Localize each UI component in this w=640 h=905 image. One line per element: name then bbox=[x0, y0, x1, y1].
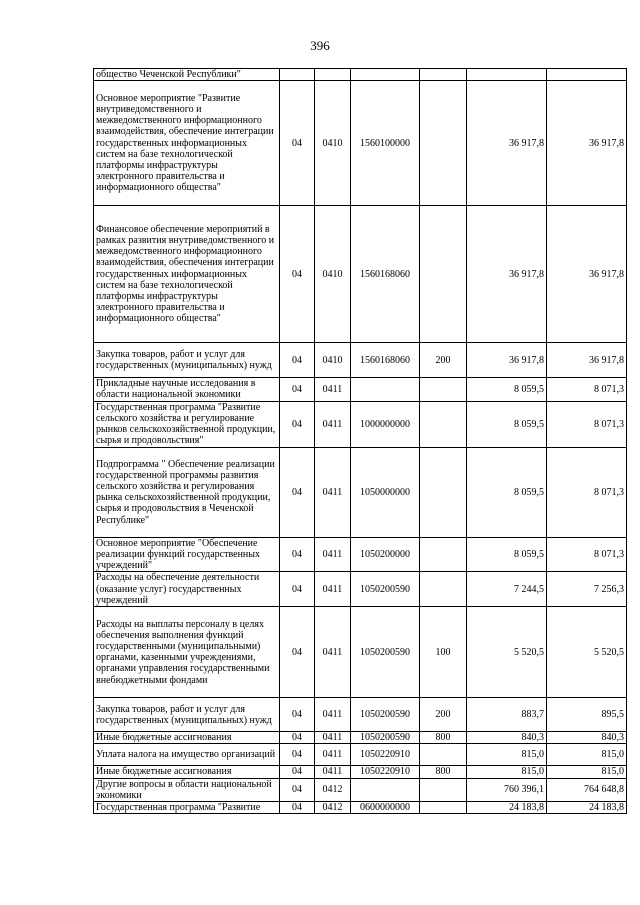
row-section-cell: 04 bbox=[280, 778, 315, 801]
row-subsection-cell: 0412 bbox=[315, 802, 351, 814]
row-expense-type-cell bbox=[420, 206, 467, 343]
page-number: 396 bbox=[310, 38, 330, 53]
row-amount-2-cell: 8 071,3 bbox=[547, 447, 627, 537]
row-amount-2-cell: 895,5 bbox=[547, 698, 627, 732]
row-amount-2-cell: 36 917,8 bbox=[547, 81, 627, 206]
row-name-cell: общество Чеченской Республики" bbox=[94, 69, 280, 81]
row-name-cell: Иные бюджетные ассигнования bbox=[94, 732, 280, 744]
row-amount-1-cell: 840,3 bbox=[467, 732, 547, 744]
table-row bbox=[94, 732, 627, 744]
row-name-cell: Закупка товаров, работ и услуг для государственных (муниципальных) нужд bbox=[94, 698, 280, 732]
row-expense-type-cell bbox=[420, 447, 467, 537]
row-amount-2-cell: 24 183,8 bbox=[547, 802, 627, 814]
table-row bbox=[94, 766, 627, 778]
row-target-item-cell: 1050200000 bbox=[351, 537, 420, 572]
row-section-cell: 04 bbox=[280, 802, 315, 814]
row-expense-type-cell bbox=[420, 401, 467, 447]
row-amount-2-cell: 840,3 bbox=[547, 732, 627, 744]
row-amount-2-cell: 36 917,8 bbox=[547, 206, 627, 343]
row-name-cell: Государственная программа "Развитие bbox=[94, 802, 280, 814]
row-subsection-cell: 0411 bbox=[315, 401, 351, 447]
row-amount-1-cell: 8 059,5 bbox=[467, 537, 547, 572]
table-row bbox=[94, 206, 627, 343]
row-subsection-cell: 0411 bbox=[315, 744, 351, 766]
row-subsection-cell: 0410 bbox=[315, 343, 351, 378]
row-expense-type-cell bbox=[420, 778, 467, 801]
row-target-item-cell: 1050200590 bbox=[351, 607, 420, 698]
row-amount-1-cell: 5 520,5 bbox=[467, 607, 547, 698]
row-name-cell: Другие вопросы в области национальной экономики bbox=[94, 778, 280, 801]
row-section-cell: 04 bbox=[280, 378, 315, 401]
row-expense-type-cell bbox=[420, 744, 467, 766]
row-amount-2-cell: 8 071,3 bbox=[547, 401, 627, 447]
row-amount-2-cell: 815,0 bbox=[547, 744, 627, 766]
row-target-item-cell: 1560168060 bbox=[351, 206, 420, 343]
row-amount-1-cell: 815,0 bbox=[467, 766, 547, 778]
row-target-item-cell bbox=[351, 778, 420, 801]
row-name-cell: Финансовое обеспечение мероприятий в рамках развития внутриведомственного и межведомственного информационного взаимодействия, обеспечения интеграции государственных информационных систем на базе технологической платформы инфраструктуры электронного правительства и информационного общества" bbox=[94, 206, 280, 343]
row-subsection-cell: 0411 bbox=[315, 698, 351, 732]
row-subsection-cell: 0411 bbox=[315, 447, 351, 537]
row-name-cell: Подпрограмма " Обеспечение реализации государственной программы развития сельского хозяйства и регулирования рынка сельскохозяйственной продукции, сырья и продовольствия в Чеченской Республике" bbox=[94, 447, 280, 537]
row-subsection-cell: 0411 bbox=[315, 378, 351, 401]
row-section-cell: 04 bbox=[280, 698, 315, 732]
table-row bbox=[94, 537, 627, 572]
row-name-cell: Иные бюджетные ассигнования bbox=[94, 766, 280, 778]
row-subsection-cell: 0411 bbox=[315, 537, 351, 572]
row-expense-type-cell: 800 bbox=[420, 766, 467, 778]
row-target-item-cell: 1050200590 bbox=[351, 698, 420, 732]
row-name-cell: Государственная программа "Развитие сельского хозяйства и регулирование рынков сельскохозяйственной продукции, сырья и продовольствия" bbox=[94, 401, 280, 447]
row-subsection-cell bbox=[315, 69, 351, 81]
row-subsection-cell: 0411 bbox=[315, 572, 351, 607]
row-amount-1-cell: 8 059,5 bbox=[467, 401, 547, 447]
row-amount-1-cell: 883,7 bbox=[467, 698, 547, 732]
row-expense-type-cell bbox=[420, 378, 467, 401]
table-row bbox=[94, 572, 627, 607]
row-section-cell: 04 bbox=[280, 766, 315, 778]
row-amount-2-cell: 764 648,8 bbox=[547, 778, 627, 801]
row-amount-2-cell: 8 071,3 bbox=[547, 537, 627, 572]
row-amount-1-cell: 8 059,5 bbox=[467, 378, 547, 401]
row-amount-1-cell bbox=[467, 69, 547, 81]
row-amount-2-cell bbox=[547, 69, 627, 81]
row-target-item-cell: 1560100000 bbox=[351, 81, 420, 206]
row-target-item-cell: 0600000000 bbox=[351, 802, 420, 814]
row-amount-1-cell: 760 396,1 bbox=[467, 778, 547, 801]
row-amount-1-cell: 24 183,8 bbox=[467, 802, 547, 814]
row-expense-type-cell: 800 bbox=[420, 732, 467, 744]
table-row bbox=[94, 81, 627, 206]
row-section-cell: 04 bbox=[280, 401, 315, 447]
row-name-cell: Уплата налога на имущество организаций bbox=[94, 744, 280, 766]
row-name-cell: Прикладные научные исследования в области национальной экономики bbox=[94, 378, 280, 401]
row-target-item-cell: 1050220910 bbox=[351, 744, 420, 766]
table-row bbox=[94, 69, 627, 81]
row-amount-1-cell: 36 917,8 bbox=[467, 343, 547, 378]
row-target-item-cell: 1050000000 bbox=[351, 447, 420, 537]
row-expense-type-cell bbox=[420, 572, 467, 607]
budget-table bbox=[93, 68, 627, 814]
row-expense-type-cell: 200 bbox=[420, 343, 467, 378]
table-row bbox=[94, 744, 627, 766]
row-target-item-cell bbox=[351, 378, 420, 401]
row-target-item-cell bbox=[351, 69, 420, 81]
row-expense-type-cell bbox=[420, 69, 467, 81]
row-name-cell: Расходы на выплаты персоналу в целях обеспечения выполнения функций государственными (муниципальными) органами, казенными учреждениями, органами управления государственными внебюджетными фондами bbox=[94, 607, 280, 698]
row-amount-1-cell: 36 917,8 bbox=[467, 206, 547, 343]
row-target-item-cell: 1050200590 bbox=[351, 572, 420, 607]
row-subsection-cell: 0411 bbox=[315, 607, 351, 698]
row-section-cell: 04 bbox=[280, 744, 315, 766]
table-row bbox=[94, 698, 627, 732]
table-row bbox=[94, 401, 627, 447]
row-subsection-cell: 0410 bbox=[315, 206, 351, 343]
row-expense-type-cell bbox=[420, 802, 467, 814]
row-section-cell: 04 bbox=[280, 81, 315, 206]
row-target-item-cell: 1000000000 bbox=[351, 401, 420, 447]
row-amount-2-cell: 7 256,3 bbox=[547, 572, 627, 607]
row-expense-type-cell: 100 bbox=[420, 607, 467, 698]
table-row bbox=[94, 378, 627, 401]
row-amount-2-cell: 5 520,5 bbox=[547, 607, 627, 698]
row-subsection-cell: 0410 bbox=[315, 81, 351, 206]
row-name-cell: Расходы на обеспечение деятельности (оказание услуг) государственных учреждений bbox=[94, 572, 280, 607]
row-section-cell: 04 bbox=[280, 572, 315, 607]
row-target-item-cell: 1560168060 bbox=[351, 343, 420, 378]
table-row bbox=[94, 447, 627, 537]
row-expense-type-cell bbox=[420, 537, 467, 572]
row-subsection-cell: 0411 bbox=[315, 766, 351, 778]
row-name-cell: Основное мероприятие "Обеспечение реализации функций государственных учреждений" bbox=[94, 537, 280, 572]
table-row bbox=[94, 343, 627, 378]
budget-table-body bbox=[94, 69, 627, 814]
row-section-cell: 04 bbox=[280, 206, 315, 343]
row-amount-2-cell: 815,0 bbox=[547, 766, 627, 778]
row-amount-1-cell: 36 917,8 bbox=[467, 81, 547, 206]
row-amount-2-cell: 36 917,8 bbox=[547, 343, 627, 378]
row-target-item-cell: 1050200590 bbox=[351, 732, 420, 744]
row-name-cell: Закупка товаров, работ и услуг для государственных (муниципальных) нужд bbox=[94, 343, 280, 378]
table-row bbox=[94, 802, 627, 814]
row-expense-type-cell bbox=[420, 81, 467, 206]
row-amount-1-cell: 8 059,5 bbox=[467, 447, 547, 537]
table-row bbox=[94, 607, 627, 698]
row-expense-type-cell: 200 bbox=[420, 698, 467, 732]
row-section-cell: 04 bbox=[280, 732, 315, 744]
row-target-item-cell: 1050220910 bbox=[351, 766, 420, 778]
row-amount-2-cell: 8 071,3 bbox=[547, 378, 627, 401]
table-row bbox=[94, 778, 627, 801]
row-section-cell: 04 bbox=[280, 537, 315, 572]
row-section-cell: 04 bbox=[280, 447, 315, 537]
row-section-cell: 04 bbox=[280, 343, 315, 378]
row-name-cell: Основное мероприятие "Развитие внутриведомственного и межведомственного информационного взаимодействия, обеспечение интеграции государственных информационных систем на базе технологической платформы инфраструктуры электронного правительства и информационного общества" bbox=[94, 81, 280, 206]
row-amount-1-cell: 815,0 bbox=[467, 744, 547, 766]
row-section-cell bbox=[280, 69, 315, 81]
row-subsection-cell: 0412 bbox=[315, 778, 351, 801]
row-amount-1-cell: 7 244,5 bbox=[467, 572, 547, 607]
row-subsection-cell: 0411 bbox=[315, 732, 351, 744]
row-section-cell: 04 bbox=[280, 607, 315, 698]
